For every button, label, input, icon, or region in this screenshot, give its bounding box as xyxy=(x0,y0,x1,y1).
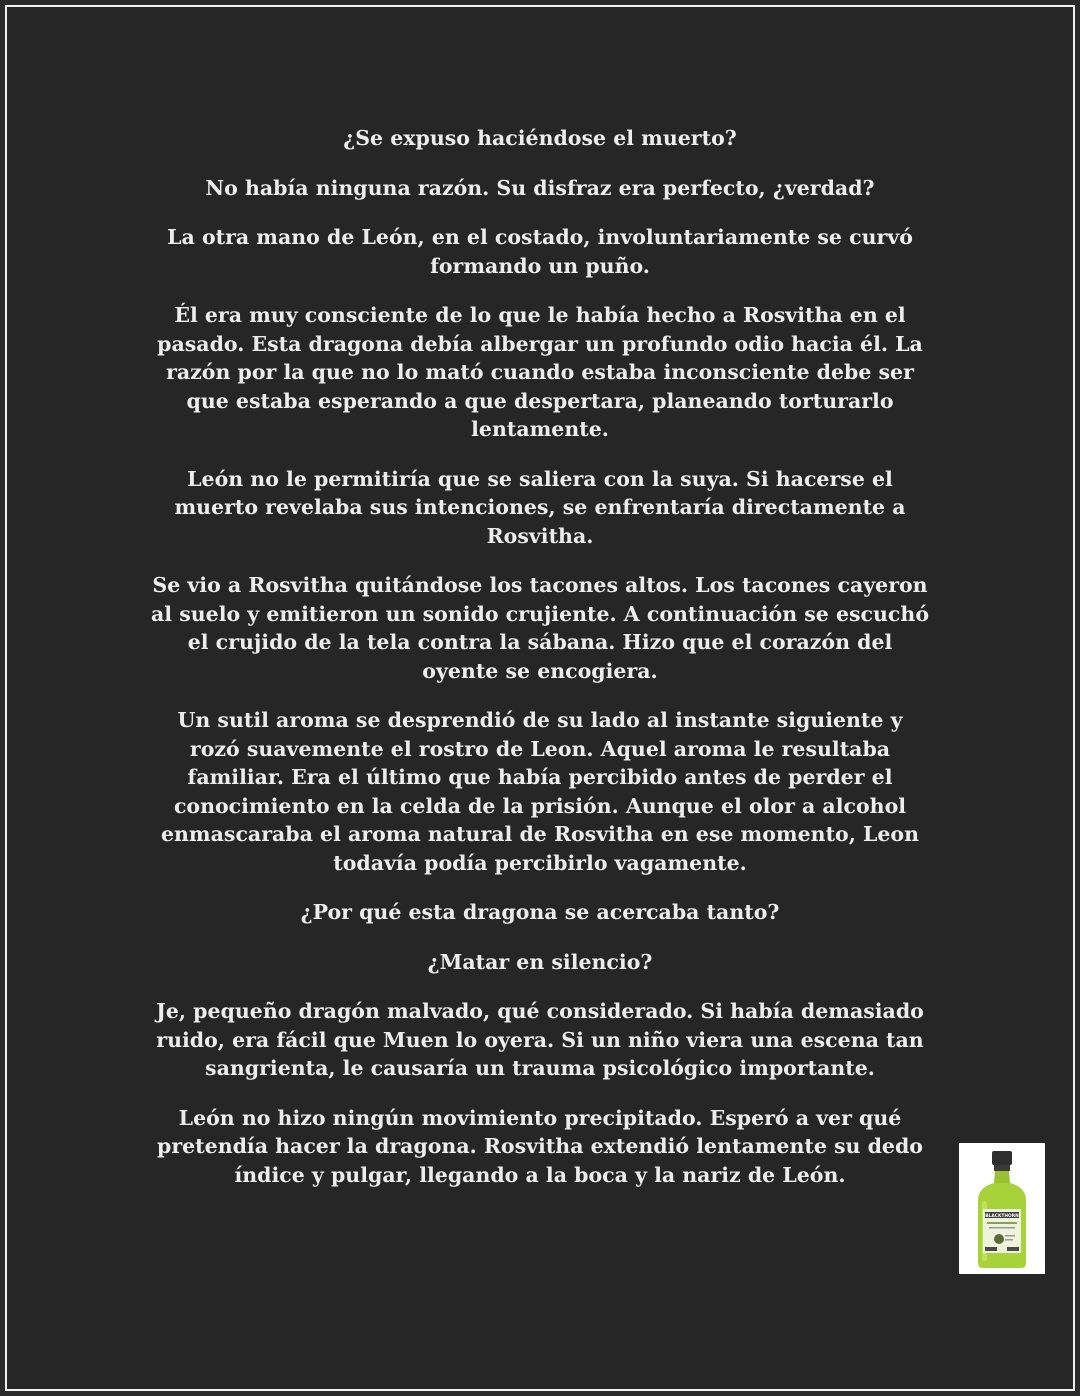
paragraph: No había ninguna razón. Su disfraz era perfecto, ¿verdad? xyxy=(205,175,875,200)
bottle-image xyxy=(959,1143,1045,1274)
paragraph: ¿Por qué esta dragona se acercaba tanto? xyxy=(300,900,780,924)
paragraph: La otra mano de León, en el costado, involuntariamente se curvó formando un puño. xyxy=(167,225,913,278)
paragraph: León no hizo ningún movimiento precipitado. Esperó a ver qué pretendía hacer la dragona. Rosvitha extendió lentamente su dedo índice y pulgar, llegando a la boca y la nariz de León. xyxy=(157,1105,923,1187)
paragraph: ¿Matar en silencio? xyxy=(427,949,653,974)
paragraph: Un sutil aroma se desprendió de su lado al instante siguiente y rozó suavemente el rostro de Leon. Aquel aroma le resultaba familiar. Era el último que había percibido antes de perder el conocimiento en la celda de la prisión. Aunque el olor a alcohol enmascaraba el aroma natural de Rosvitha en ese momento, Leon todavía podía percibirlo vagamente. xyxy=(160,708,920,875)
bottle-label-text: BLACKTHORN xyxy=(985,1214,1019,1219)
story-text xyxy=(150,124,930,1210)
paragraph: ¿Se expuso haciéndose el muerto? xyxy=(343,126,737,150)
paragraph: Se vio a Rosvitha quitándose los tacones altos. Los tacones cayeron al suelo y emitieron un sonido crujiente. A continuación se escuchó el crujido de la tela contra la sábana. Hizo que el corazón del oyente se encogiera. xyxy=(151,573,929,683)
liquor-bottle-icon xyxy=(959,1143,1045,1274)
paragraph: Je, pequeño dragón malvado, qué considerado. Si había demasiado ruido, era fácil que Muen lo oyera. Si un niño viera una escena tan sangrienta, le causaría un trauma psicológico importante. xyxy=(156,999,924,1080)
paragraph: Él era muy consciente de lo que le había hecho a Rosvitha en el pasado. Esta dragona debía albergar un profundo odio hacia él. La razón por la que no lo mató cuando estaba inconsciente debe ser que estaba esperando a que despertara, planeando torturarlo lentamente. xyxy=(157,303,923,441)
paragraph: León no le permitiría que se saliera con la suya. Si hacerse el muerto revelaba sus intenciones, se enfrentaría directamente a Rosvitha. xyxy=(174,466,906,548)
